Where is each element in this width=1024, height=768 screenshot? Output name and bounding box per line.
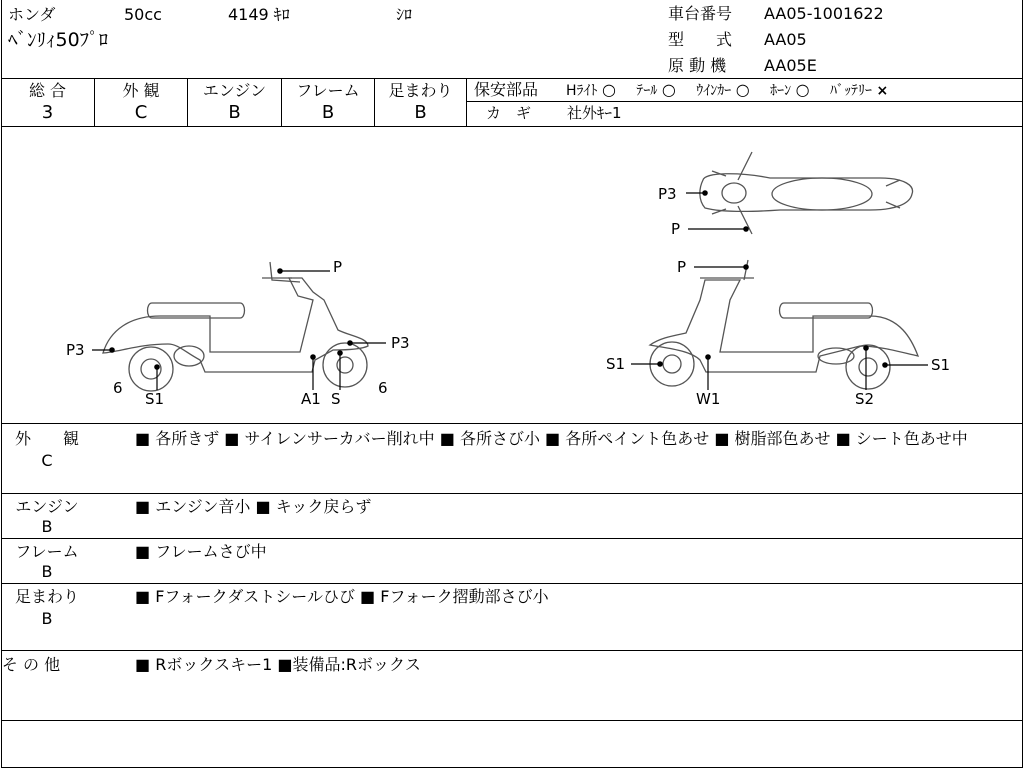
scooter-diagrams <box>0 127 1024 423</box>
detail-row-suspension: 足まわり B ■ Fフォークダストシールひび ■ Fフォーク摺動部さび小 <box>1 583 1022 650</box>
label-top-p: P <box>671 220 681 238</box>
detail-text-suspension: ■ Fフォークダストシールひび ■ Fフォーク摺動部さび小 <box>135 587 549 606</box>
grade-frame: フレーム B <box>282 79 375 126</box>
grade-appearance: 外 観 C <box>95 79 188 126</box>
engine-value: AA05E <box>764 56 817 75</box>
frame-no: AA05-1001622 <box>764 4 884 23</box>
safety-headlight: Hﾗｲﾄ ○ <box>566 80 616 99</box>
color: ｼﾛ <box>396 5 413 24</box>
damage-pointers <box>92 191 928 390</box>
detail-text-engine: ■ エンジン音小 ■ キック戻らず <box>135 497 372 516</box>
detail-row-appearance: 外 観 C ■ 各所きず ■ サイレンサーカバー削れ中 ■ 各所さび小 ■ 各所ペイント色あせ ■ 樹脂部色あせ ■ シート色あせ中 <box>1 423 1022 493</box>
safety-items <box>566 81 888 100</box>
detail-text-frame: ■ フレームさび中 <box>135 542 267 561</box>
label-right-w1: W1 <box>696 390 721 408</box>
safety-tail: ﾃｰﾙ ○ <box>636 80 676 99</box>
safety-row-divider <box>467 101 1023 102</box>
engine-label: 原 動 機 <box>668 56 727 75</box>
safety-horn: ﾎｰﾝ ○ <box>770 80 810 99</box>
key-label: カ ギ <box>486 104 532 122</box>
detail-row-engine: エンジン B ■ エンジン音小 ■ キック戻らず <box>1 493 1022 538</box>
top-view-diagram <box>700 152 913 234</box>
frame-no-label: 車台番号 <box>668 4 733 23</box>
label-left-s: S <box>331 390 341 408</box>
mileage: 4149 ｷﾛ <box>228 5 290 24</box>
key-value: 社外ｷｰ1 <box>567 104 622 122</box>
type-value: AA05 <box>764 30 807 49</box>
detail-text-other: ■ Rボックスキー1 ■装備品:Rボックス <box>135 655 421 674</box>
label-right-s2: S2 <box>855 390 875 408</box>
detail-row-other: そ の 他 ■ Rボックスキー1 ■装備品:Rボックス <box>1 650 1022 720</box>
label-left-6-rear: 6 <box>113 379 123 397</box>
label-left-s1: S1 <box>145 390 165 408</box>
safety-winker: ｳｲﾝｶｰ ○ <box>696 80 750 99</box>
grade-overall: 総 合 3 <box>1 79 95 126</box>
grade-engine: エンジン B <box>188 79 282 126</box>
label-left-p: P <box>333 258 343 276</box>
displacement: 50cc <box>124 5 162 24</box>
safety-battery: ﾊﾞｯﾃﾘｰ × <box>830 83 889 99</box>
label-left-a1: A1 <box>301 390 321 408</box>
left-side-diagram <box>103 262 368 391</box>
detail-text-appearance: ■ 各所きず ■ サイレンサーカバー削れ中 ■ 各所さび小 ■ 各所ペイント色あせ ■ 樹脂部色あせ ■ シート色あせ中 <box>135 429 968 448</box>
label-left-p3-front: P3 <box>391 334 410 352</box>
safety-label: 保安部品 <box>474 80 539 99</box>
label-right-s1-rear: S1 <box>931 356 951 374</box>
type-label: 型 式 <box>668 30 733 49</box>
maker: ホンダ <box>8 5 56 24</box>
label-right-s1-front: S1 <box>606 355 626 373</box>
label-right-p: P <box>677 258 687 276</box>
right-side-diagram <box>650 260 918 389</box>
grade-suspension: 足まわり B <box>375 79 467 126</box>
bottom-rule <box>1 720 1023 721</box>
detail-row-frame: フレーム B ■ フレームさび中 <box>1 538 1022 583</box>
label-left-6-front: 6 <box>378 379 388 397</box>
label-top-p3: P3 <box>658 185 677 203</box>
label-left-p3-rear: P3 <box>66 341 85 359</box>
model-name: ﾍﾞﾝﾘｨ50ﾌﾟﾛ <box>8 29 109 51</box>
